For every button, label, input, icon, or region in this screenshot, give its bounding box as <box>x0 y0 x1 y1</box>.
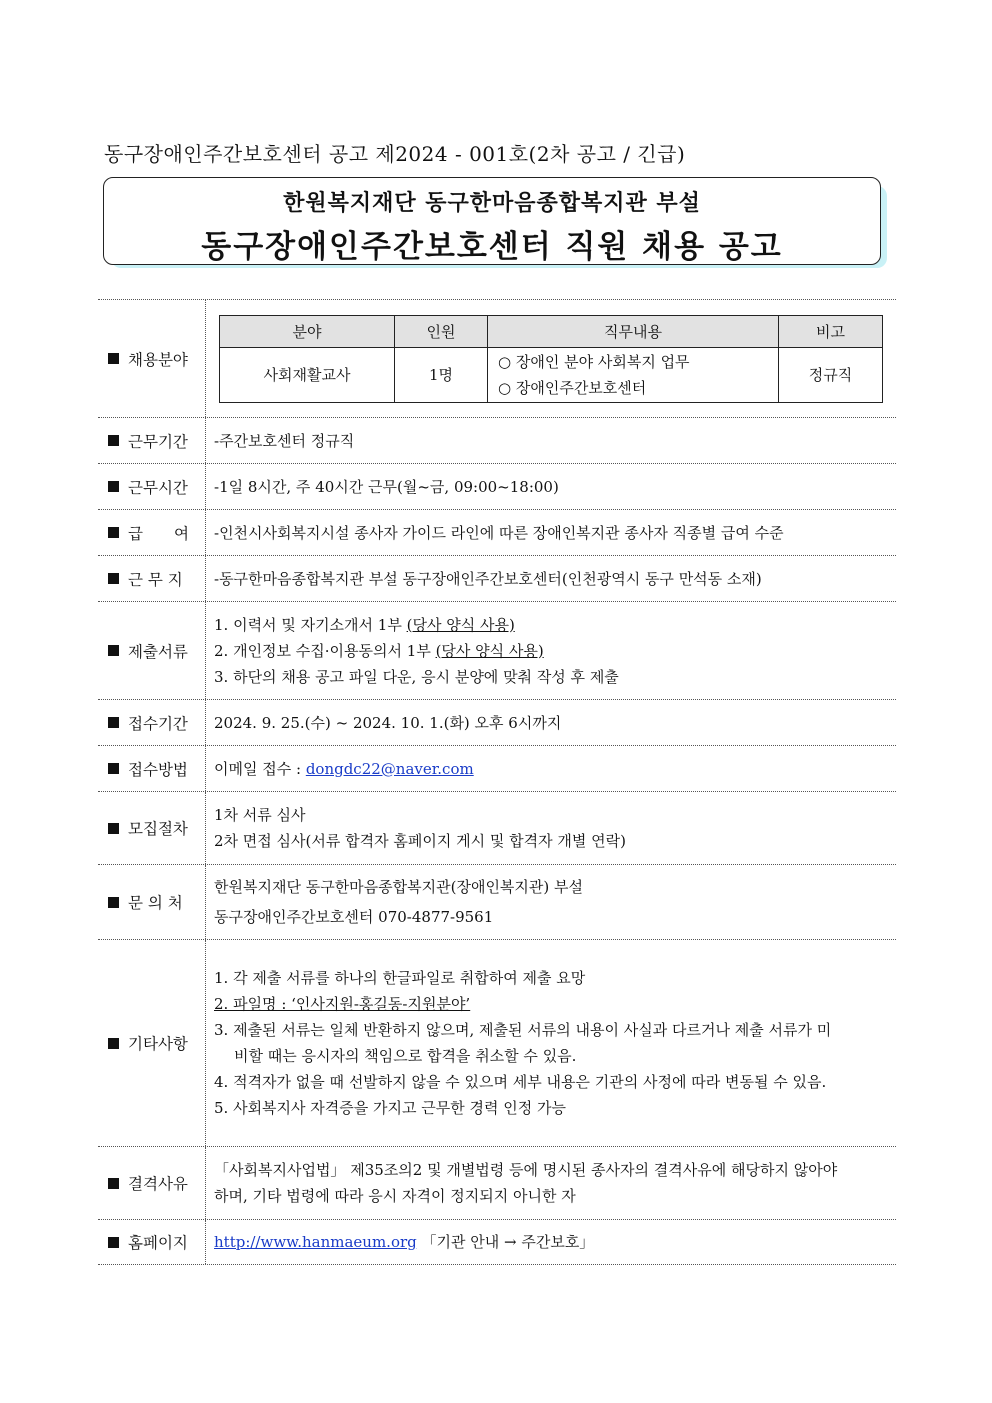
cell-field: 사회재활교사 <box>220 347 395 402</box>
disqualification-line: 하며, 기타 법령에 따라 응시 자격이 정지되지 아니한 자 <box>214 1187 576 1205</box>
row-location <box>98 556 896 602</box>
value-work-hours: -1일 8시간, 주 40시간 근무(월~금, 09:00~18:00) <box>214 477 559 496</box>
bullet-square-icon <box>108 527 119 538</box>
label-recruit-field: 채용분야 <box>128 350 188 369</box>
etc-item: 5. 사회복지사 자격증을 가지고 근무한 경력 인정 가능 <box>214 1099 566 1117</box>
bullet-square-icon <box>108 717 119 728</box>
value-reception-period: 2024. 9. 25.(수) ~ 2024. 10. 1.(화) 오후 6시까지 <box>214 713 562 732</box>
disqualification-line: 「사회복지사업법」 제35조의2 및 개별법령 등에 명시된 종사자의 결격사유에 해당하지 않아야 <box>214 1161 838 1179</box>
label-work-hours: 근무시간 <box>128 478 188 497</box>
etc-item: 3. 제출된 서류는 일체 반환하지 않으며, 제출된 서류의 내용이 사실과 다르거나 제출 서류가 미 <box>214 1021 832 1039</box>
row-homepage: 홈페이지 http://www.hanmaeum.org 「기관 안내 → 주간보호」 <box>98 1220 896 1265</box>
procedure-line: 1차 서류 심사 <box>214 806 306 824</box>
recruitment-table <box>98 299 896 1265</box>
value-work-period: -주간보호센터 정규직 <box>214 431 355 450</box>
etc-item: 1. 각 제출 서류를 하나의 한글파일로 취합하여 제출 요망 <box>214 969 586 987</box>
row-work-period <box>98 418 896 464</box>
document-item: 2. 개인정보 수집·이용동의서 1부 (당사 양식 사용) <box>214 641 544 660</box>
label-disqualification: 결격사유 <box>128 1175 188 1193</box>
header-note: 비고 <box>779 315 883 347</box>
label-documents: 제출서류 <box>128 642 188 661</box>
label-salary: 급 여 <box>128 524 189 543</box>
title-box <box>103 177 881 265</box>
value-location: -동구한마음종합복지관 부설 동구장애인주간보호센터(인천광역시 동구 만석동 소재) <box>214 569 762 588</box>
label-location: 근 무 지 <box>128 570 183 589</box>
label-contact: 문 의 처 <box>128 894 183 912</box>
notice-number: 동구장애인주간보호센터 공고 제2024 - 001호(2차 공고 / 긴급) <box>104 142 686 166</box>
row-reception-method: 접수방법 이메일 접수 : dongdc22@naver.com <box>98 746 896 792</box>
etc-item: 4. 적격자가 없을 때 선발하지 않을 수 있으며 세부 내용은 기관의 사정에 따라 변동될 수 있음. <box>214 1073 827 1091</box>
cell-duty <box>488 347 779 402</box>
header-field: 분야 <box>220 315 395 347</box>
row-documents <box>98 602 896 700</box>
header-duty: 직무내용 <box>488 315 779 347</box>
contact-line: 한원복지재단 동구한마음종합복지관(장애인복지관) 부설 <box>214 878 584 896</box>
bullet-square-icon <box>108 823 119 834</box>
contact-line: 동구장애인주간보호센터 070-4877-9561 <box>214 908 494 926</box>
header-count: 인원 <box>395 315 488 347</box>
label-homepage: 홈페이지 <box>128 1234 188 1252</box>
row-reception-period <box>98 700 896 746</box>
title-main: 동구장애인주간보호센터 직원 채용 공고 <box>201 229 783 265</box>
bullet-square-icon <box>108 435 119 446</box>
etc-item: 2. 파일명 : ‘인사지원-홍길동-지원분야’ <box>214 995 471 1013</box>
label-reception-period: 접수기간 <box>128 714 188 733</box>
cell-count: 1명 <box>395 347 488 402</box>
bullet-square-icon <box>108 573 119 584</box>
label-etc: 기타사항 <box>128 1035 188 1053</box>
label-reception-method: 접수방법 <box>128 760 188 779</box>
row-recruit-field <box>98 300 896 418</box>
bullet-square-icon <box>108 1237 119 1248</box>
row-salary <box>98 510 896 556</box>
homepage-link[interactable]: http://www.hanmaeum.org <box>214 1233 417 1251</box>
bullet-square-icon <box>108 763 119 774</box>
bullet-square-icon <box>108 481 119 492</box>
row-work-hours <box>98 464 896 510</box>
row-contact <box>98 865 896 940</box>
duty-line: ○ 장애인주간보호센터 <box>498 378 647 397</box>
duty-line: ○ 장애인 분야 사회복지 업무 <box>498 352 690 371</box>
bullet-square-icon <box>108 353 119 364</box>
title-sub: 한원복지재단 동구한마음종합복지관 부설 <box>283 191 701 216</box>
value-salary: -인천시사회복지시설 종사자 가이드 라인에 따른 장애인복지관 종사자 직종별 급여 수준 <box>214 523 784 542</box>
bullet-square-icon <box>108 1178 119 1189</box>
email-link[interactable]: dongdc22@naver.com <box>305 759 474 778</box>
bullet-square-icon <box>108 1038 119 1049</box>
label-procedure: 모집절차 <box>128 820 188 838</box>
document-item: 3. 하단의 채용 공고 파일 다운, 응시 분양에 맞춰 작성 후 제출 <box>214 667 619 686</box>
etc-item: 비할 때는 응시자의 책임으로 합격을 취소할 수 있음. <box>234 1047 577 1065</box>
row-etc <box>98 940 896 1147</box>
row-disqualification <box>98 1147 896 1220</box>
field-table <box>219 315 883 403</box>
row-procedure <box>98 792 896 865</box>
label-work-period: 근무기간 <box>128 432 188 451</box>
document-item: 1. 이력서 및 자기소개서 1부 (당사 양식 사용) <box>214 615 515 634</box>
bullet-square-icon <box>108 897 119 908</box>
bullet-square-icon <box>108 645 119 656</box>
procedure-line: 2차 면접 심사(서류 합격자 홈페이지 게시 및 합격자 개별 연락) <box>214 832 626 850</box>
cell-note: 정규직 <box>779 347 883 402</box>
